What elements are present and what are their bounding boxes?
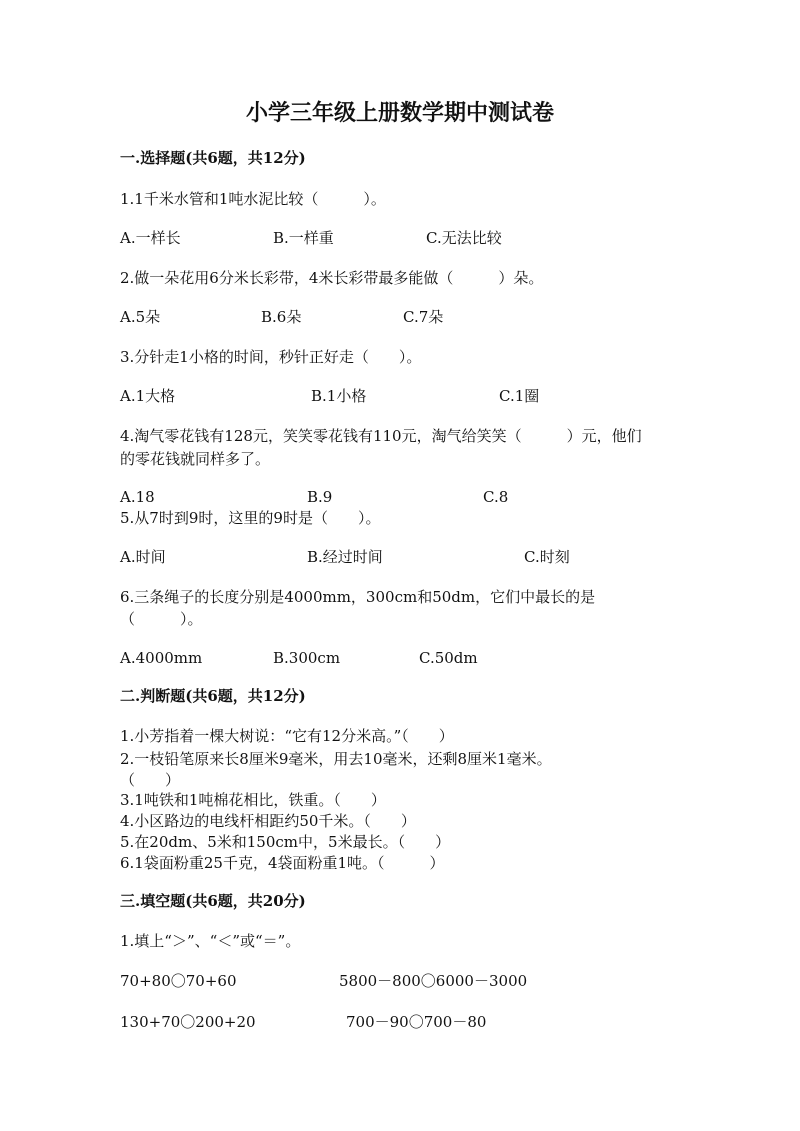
question-stem-continued: 的零花钱就同样多了。 — [120, 450, 271, 468]
question-stem: 4.淘气零花钱有128元，笑笑零花钱有110元，淘气给笑笑（ ）元，他们 — [120, 427, 642, 445]
option-b: B.一样重 — [273, 229, 334, 247]
comparison-expression: 5800－800〇6000－3000 — [339, 972, 528, 990]
section-heading-judgement: 二.判断题(共6题，共12分) — [120, 687, 306, 705]
judgement-item-continued: （ ） — [120, 771, 181, 789]
option-b: B.6朵 — [261, 308, 302, 326]
judgement-item: 4.小区路边的电线杆相距约50千米。（ ） — [120, 812, 416, 830]
page-title: 小学三年级上册数学期中测试卷 — [245, 100, 554, 126]
section-heading-choice: 一.选择题(共6题，共12分) — [120, 149, 306, 167]
option-a: A.5朵 — [120, 308, 161, 326]
question-stem: 5.从7时到9时，这里的9时是（ ）。 — [120, 509, 381, 527]
option-b: B.1小格 — [311, 387, 367, 405]
option-c: C.时刻 — [524, 548, 570, 566]
judgement-item: 2.一枝铅笔原来长8厘米9毫米，用去10毫米，还剩8厘米1毫米。 — [120, 750, 552, 768]
option-c: C.8 — [483, 488, 509, 506]
option-a: A.1大格 — [120, 387, 176, 405]
comparison-expression: 70+80〇70+60 — [120, 972, 237, 990]
option-a: A.一样长 — [120, 229, 181, 247]
option-a: A.4000mm — [120, 649, 203, 667]
question-stem: 3.分针走1小格的时间，秒针正好走（ ）。 — [120, 348, 422, 366]
judgement-item: 3.1吨铁和1吨棉花相比，铁重。（ ） — [120, 791, 386, 809]
judgement-item: 5.在20dm、5米和150cm中，5米最长。（ ） — [120, 833, 451, 851]
section-heading-fill: 三.填空题(共6题，共20分) — [120, 892, 306, 910]
question-stem: 2.做一朵花用6分米长彩带，4米长彩带最多能做（ ）朵。 — [120, 269, 544, 287]
question-stem: 1.1千米水管和1吨水泥比较（ ）。 — [120, 190, 386, 208]
option-b: B.9 — [307, 488, 333, 506]
option-c: C.7朵 — [403, 308, 444, 326]
comparison-expression: 130+70〇200+20 — [120, 1013, 256, 1031]
option-a: A.时间 — [120, 548, 166, 566]
comparison-expression: 700－90〇700－80 — [346, 1013, 487, 1031]
option-c: C.无法比较 — [426, 229, 502, 247]
option-c: C.1圈 — [499, 387, 540, 405]
option-b: B.300cm — [273, 649, 341, 667]
option-b: B.经过时间 — [307, 548, 383, 566]
question-stem: 6.三条绳子的长度分别是4000mm，300cm和50dm，它们中最长的是 — [120, 588, 596, 606]
question-stem-continued: （ ）。 — [120, 610, 203, 628]
question-stem: 1.填上“＞”、“＜”或“＝”。 — [120, 932, 301, 950]
option-a: A.18 — [120, 488, 155, 506]
judgement-item: 1.小芳指着一棵大树说：“它有12分米高。”（ ） — [120, 727, 454, 745]
option-c: C.50dm — [419, 649, 478, 667]
judgement-item: 6.1袋面粉重25千克，4袋面粉重1吨。（ ） — [120, 854, 445, 872]
